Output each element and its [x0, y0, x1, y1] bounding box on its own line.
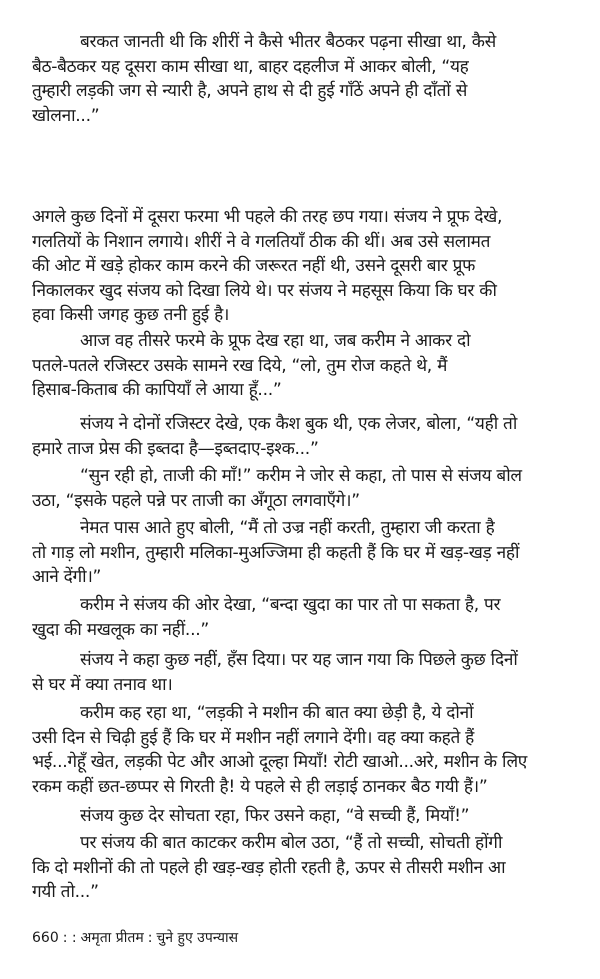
text-line: हमारे ताज प्रेस की इब्तदा है—इब्तदाए-इश्क...”: [32, 438, 319, 459]
text-line: करीम ने संजय की ओर देखा, “बन्दा खुदा का पार तो पा सकता है, पर: [80, 595, 501, 615]
text-line: हिसाब-किताब की कापियाँ ले आया हूँ...”: [32, 380, 282, 400]
footer-separator-2: :: [147, 930, 153, 946]
text-line: भई...गेहूँ खेत, लड़की पेट और आओ दूल्हा मियाँ! रोटी खाओ...अरे, मशीन के लिए: [32, 752, 528, 772]
text-line: उठा, “इसके पहले पन्ने पर ताजी का अँगूठा लगवाएँगे।”: [32, 490, 360, 511]
text-line: आज वह तीसरे फरमे के प्रूफ देख रहा था, जब करीम ने आकर दो: [80, 331, 471, 351]
book-title: चुने हुए उपन्यास: [156, 930, 239, 946]
text-line: से घर में क्या तनाव था।: [32, 674, 173, 695]
text-line: पतले-पतले रजिस्टर उसके सामने रख दिये, “लो, तुम रोज कहते थे, मैं: [32, 355, 448, 376]
text-line: गलतियों के निशान लगाये। शीरीं ने वे गलतियाँ ठीक की थीं। अब उसे सलामत: [32, 231, 491, 252]
text-line: संजय कुछ देर सोचता रहा, फिर उसने कहा, “वे सच्ची हैं, मियाँ!”: [80, 806, 470, 826]
text-line: करीम कह रहा था, “लड़की ने मशीन की बात क्या छेड़ी है, ये दोनों: [80, 703, 474, 723]
text-line: तो गाड़ लो मशीन, तुम्हारी मलिका-मुअज्जिमा ही कहती हैं कि घर में खड़-खड़ नहीं: [32, 542, 520, 563]
text-line: खुदा की मखलूक का नहीं...”: [32, 619, 209, 640]
text-line: बैठ-बैठकर यह दूसरा काम सीखा था, बाहर दहलीज में आकर बोली, “यह: [32, 56, 469, 77]
page-footer: [32, 928, 242, 948]
text-line: पर संजय की बात काटकर करीम बोल उठा, “हैं तो सच्ची, सोचती होंगी: [80, 833, 503, 853]
text-line: निकालकर खुद संजय को दिखा लिये थे। पर संजय ने महसूस किया कि घर की: [32, 280, 497, 301]
text-line: की ओट में खड़े होकर काम करने की जरूरत नहीं थी, उसने दूसरी बार प्रूफ: [32, 256, 476, 276]
text-line: संजय ने दोनों रजिस्टर देखे, एक कैश बुक थी, एक लेजर, बोला, “यही तो: [80, 414, 517, 434]
text-line: खोलना...”: [32, 105, 100, 126]
text-line: हवा किसी जगह कुछ तनी हुई है।: [32, 305, 230, 325]
text-line: उसी दिन से चिढ़ी हुई हैं कि घर में मशीन नहीं लगाने देंगी। वह क्या कहते हैं: [32, 727, 474, 748]
footer-separator: : :: [62, 930, 77, 946]
text-line: रकम कहीं छत-छप्पर से गिरती है! ये पहले से ही लड़ाई ठानकर बैठ गयी हैं।”: [32, 776, 488, 797]
text-line: आने देंगी।”: [32, 567, 102, 587]
text-line: नेमत पास आते हुए बोली, “मैं तो उज्र नहीं करती, तुम्हारा जी करता है: [80, 518, 495, 538]
text-line: तुम्हारी लड़की जग से न्यारी है, अपने हाथ से दी हुई गाँठें अपने ही दाँतों से: [32, 81, 468, 101]
author-name: अमृता प्रीतम: [80, 930, 144, 946]
page-number: 660: [32, 930, 59, 946]
text-line: संजय ने कहा कुछ नहीं, हँस दिया। पर यह जान गया कि पिछले कुछ दिनों: [80, 650, 518, 670]
text-line: कि दो मशीनों की तो पहले ही खड़-खड़ होती रहती है, ऊपर से तीसरी मशीन आ: [32, 857, 506, 878]
text-line: “सुन रही हो, ताजी की माँ!” करीम ने जोर से कहा, तो पास से संजय बोल: [80, 466, 522, 486]
text-line: अगले कुछ दिनों में दूसरा फरमा भी पहले की तरह छप गया। संजय ने प्रूफ देखे,: [32, 207, 503, 227]
text-line: गयी तो...”: [32, 882, 99, 902]
text-line: बरकत जानती थी कि शीरीं ने कैसे भीतर बैठकर पढ़ना सीखा था, कैसे: [80, 32, 496, 52]
